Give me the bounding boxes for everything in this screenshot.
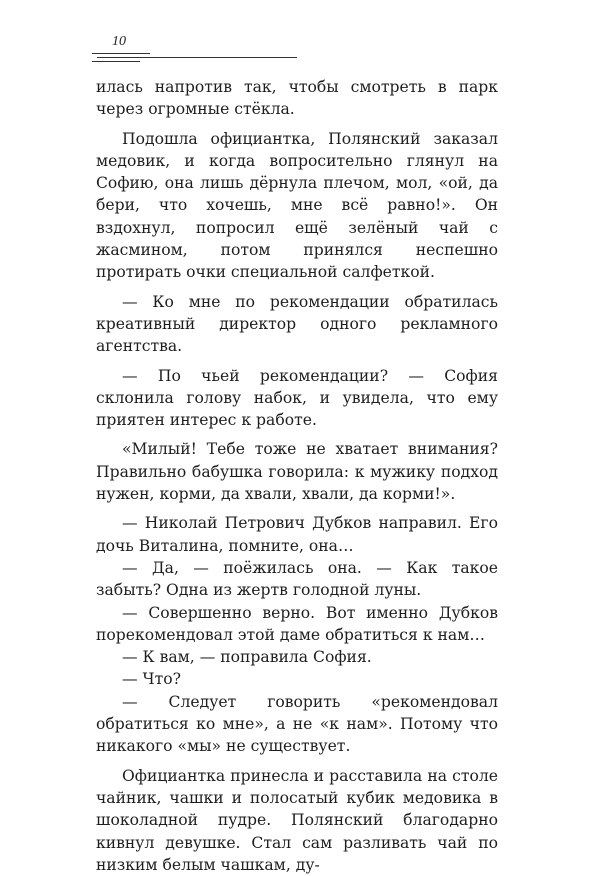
paragraph: — К вам, — поправила София. (122, 648, 372, 667)
paragraph: — Да, — поёжилась она. — Как такое забыть? Одна из жертв голодной луны. (96, 558, 498, 600)
page-number: 10 (112, 34, 126, 49)
paragraph: — Следует говорить «рекомендовал обратиться ко мне», а не «к нам». Потому что никакого «мы» не существует. (96, 692, 498, 756)
header-rule (92, 61, 140, 62)
paragraph: — Ко мне по рекомендации обратилась креативный директор одного рекламного агентства. (96, 292, 498, 356)
page-header (92, 30, 297, 70)
paragraph: Подошла официантка, Полянский заказал медовик, и когда вопросительно глянул на Софию, она лишь дёрнула плечом, мол, «ой, да бери, что хочешь, мне всё равно!». Он вздохнул, попросил ещё зелёный чай с жасмином, потом принялся неспешно протирать очки специальной салфеткой. (96, 129, 498, 282)
header-rule (97, 57, 297, 58)
paragraph: илась напротив так, чтобы смотреть в парк через огромные стёкла. (96, 78, 498, 119)
paragraph: «Милый! Тебе тоже не хватает внимания? Правильно бабушка говорила: к мужику подход нужен, корми, да хвали, хвали, да корми!». (96, 440, 498, 504)
paragraph: — Совершенно верно. Вот именно Дубков порекомендовал этой даме обратиться к нам… (96, 603, 498, 644)
paragraph: Официантка принесла и расставила на столе чайник, чашки и полосатый кубик медовика в шоколадной пудре. Полянский благодарно кивнул девушке. Стал сам разливать чай по низким белым чашкам, ду- (96, 766, 498, 874)
header-rule (92, 53, 150, 54)
body-text (96, 76, 498, 876)
paragraph: — Что? (122, 670, 181, 689)
paragraph: — По чьей рекомендации? — София склонила голову набок, и увидела, что ему приятен интерес к работе. (96, 366, 498, 430)
paragraph: — Николай Петрович Дубков направил. Его дочь Виталина, помните, она… (96, 514, 498, 555)
